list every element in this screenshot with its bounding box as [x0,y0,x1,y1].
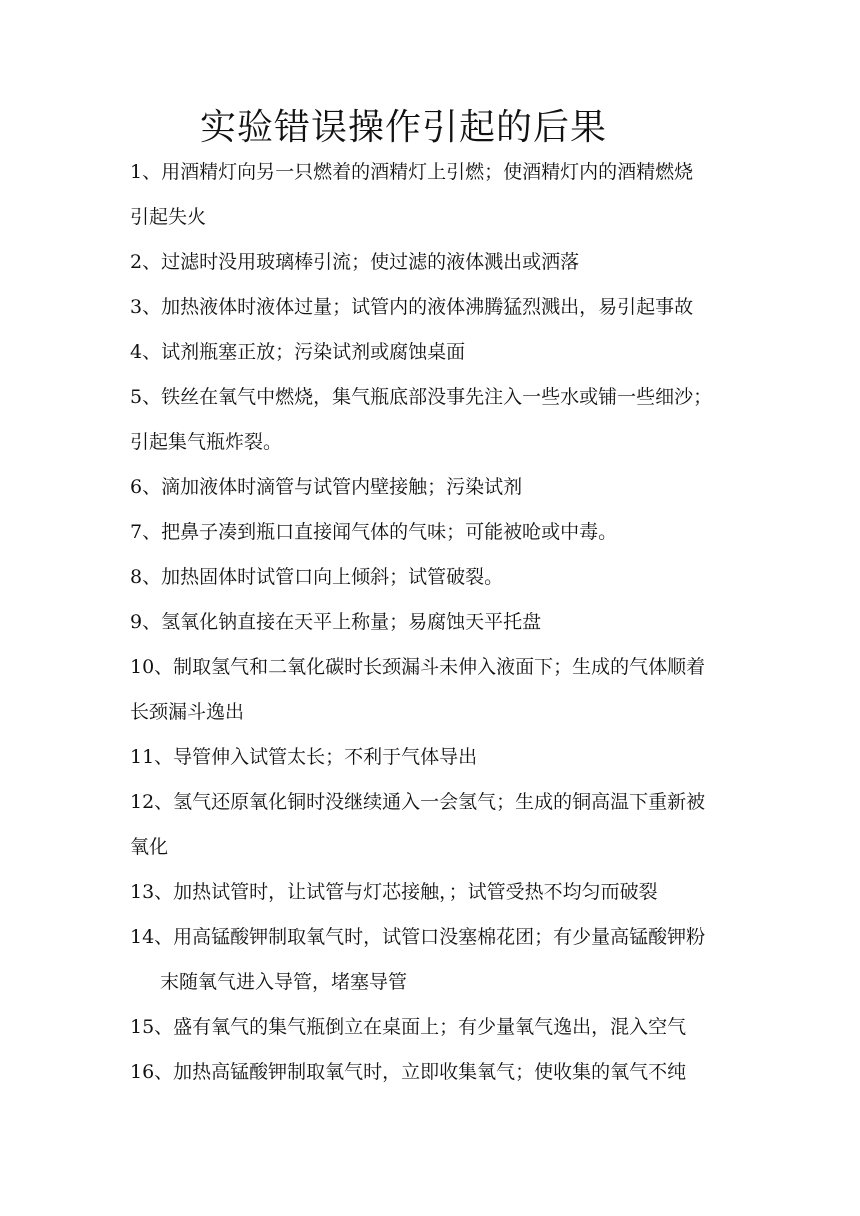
document-body [130,150,740,1095]
text-line: 1、用酒精灯向另一只燃着的酒精灯上引燃；使酒精灯内的酒精燃烧 [130,161,694,183]
text-line: 16、加热高锰酸钾制取氧气时，立即收集氧气；使收集的氧气不纯 [130,1061,687,1083]
text-line: 15、盛有氧气的集气瓶倒立在桌面上；有少量氧气逸出，混入空气 [130,1016,687,1038]
text-line: 5、铁丝在氧气中燃烧，集气瓶底部没事先注入一些水或铺一些细沙； [130,386,713,408]
text-line: 2、过滤时没用玻璃棒引流；使过滤的液体溅出或洒落 [130,251,580,273]
text-line: 10、制取氢气和二氧化碳时长颈漏斗未伸入液面下；生成的气体顺着 [130,656,706,678]
text-line: 3、加热液体时液体过量；试管内的液体沸腾猛烈溅出，易引起事故 [130,296,694,318]
text-line: 4、试剂瓶塞正放；污染试剂或腐蚀桌面 [130,341,466,363]
text-line: 长颈漏斗逸出 [130,701,245,723]
text-line: 13、加热试管时，让试管与灯芯接触，；试管受热不均匀而破裂 [130,881,658,903]
text-line: 引起失火 [130,206,207,228]
text-line: 氧化 [130,836,169,858]
document-title: 实验错误操作引起的后果 [200,107,608,148]
text-line: 12、氢气还原氧化铜时没继续通入一会氢气；生成的铜高温下重新被 [130,791,706,813]
text-line: 8、加热固体时试管口向上倾斜；试管破裂。 [130,566,504,588]
text-line: 6、滴加液体时滴管与试管内壁接触；污染试剂 [130,476,523,498]
text-line: 末随氧气进入导管，堵塞导管 [160,971,408,993]
text-line: 14、用高锰酸钾制取氧气时，试管口没塞棉花团；有少量高锰酸钾粉 [130,926,706,948]
text-line: 引起集气瓶炸裂。 [130,431,283,453]
text-line: 11、导管伸入试管太长；不利于气体导出 [130,746,478,768]
text-line: 7、把鼻子凑到瓶口直接闻气体的气味；可能被呛或中毒。 [130,521,618,543]
text-line: 9、氢氧化钠直接在天平上称量；易腐蚀天平托盘 [130,611,542,633]
